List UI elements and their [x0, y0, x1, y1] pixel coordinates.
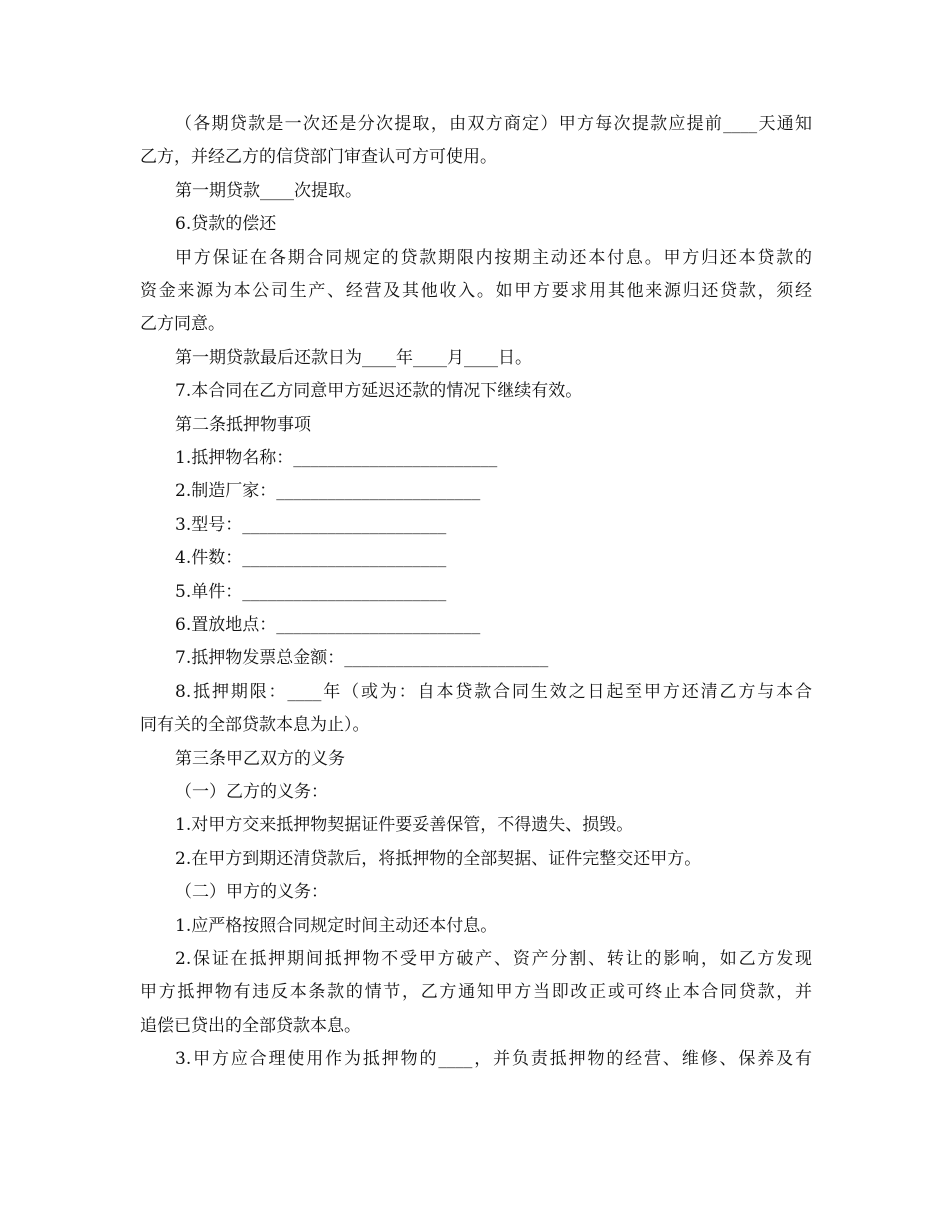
paragraph-line: （各期贷款是一次还是分次提取，由双方商定）甲方每次提款应提前____天通知: [175, 114, 812, 134]
paragraph-line: 第一期贷款最后还款日为____年____月____日。: [175, 348, 532, 368]
paragraph-line: 同有关的全部贷款本息为止）。: [140, 715, 370, 735]
paragraph-line: 7.抵押物发票总金额：________________________: [175, 648, 549, 668]
paragraph-line: 6.贷款的偿还: [175, 214, 277, 234]
paragraph-line: （二）甲方的义务：: [175, 882, 328, 902]
paragraph-line: 第二条抵押物事项: [175, 415, 311, 435]
paragraph-line: 乙方同意。: [140, 314, 225, 334]
paragraph-line: 6.置放地点：________________________: [175, 615, 481, 635]
paragraph-line: 第一期贷款____次提取。: [175, 181, 362, 201]
paragraph-line: 1.抵押物名称：________________________: [175, 448, 498, 468]
paragraph-line: 甲方保证在各期合同规定的贷款期限内按期主动还本付息。甲方归还本贷款的: [175, 248, 812, 268]
paragraph-line: 追偿已贷出的全部贷款本息。: [140, 1016, 361, 1036]
paragraph-line: 2.制造厂家：________________________: [175, 481, 481, 501]
paragraph-line: 3.型号：________________________: [175, 515, 447, 535]
paragraph-line: 甲方抵押物有违反本条款的情节，乙方通知甲方当即改正或可终止本合同贷款，并: [140, 982, 812, 1002]
paragraph-line: 2.保证在抵押期间抵押物不受甲方破产、资产分割、转让的影响，如乙方发现: [175, 949, 812, 969]
paragraph-line: （一）乙方的义务：: [175, 782, 328, 802]
paragraph-line: 1.对甲方交来抵押物契据证件要妥善保管，不得遗失、损毁。: [175, 815, 634, 835]
paragraph-line: 1.应严格按照合同规定时间主动还本付息。: [175, 916, 498, 936]
paragraph-line: 8.抵押期限：____年（或为：自本贷款合同生效之日起至甲方还清乙方与本合: [175, 682, 812, 702]
paragraph-line: 资金来源为本公司生产、经营及其他收入。如甲方要求用其他来源归还贷款，须经: [140, 281, 812, 301]
paragraph-line: 2.在甲方到期还清贷款后，将抵押物的全部契据、证件完整交还甲方。: [175, 849, 702, 869]
paragraph-line: 7.本合同在乙方同意甲方延迟还款的情况下继续有效。: [175, 381, 583, 401]
paragraph-line: 第三条甲乙双方的义务: [175, 749, 345, 769]
paragraph-line: 3.甲方应合理使用作为抵押物的____，并负责抵押物的经营、维修、保养及有: [175, 1049, 812, 1069]
paragraph-line: 乙方，并经乙方的信贷部门审查认可方可使用。: [140, 147, 497, 167]
paragraph-line: 5.单件：________________________: [175, 582, 447, 602]
paragraph-line: 4.件数：________________________: [175, 548, 447, 568]
